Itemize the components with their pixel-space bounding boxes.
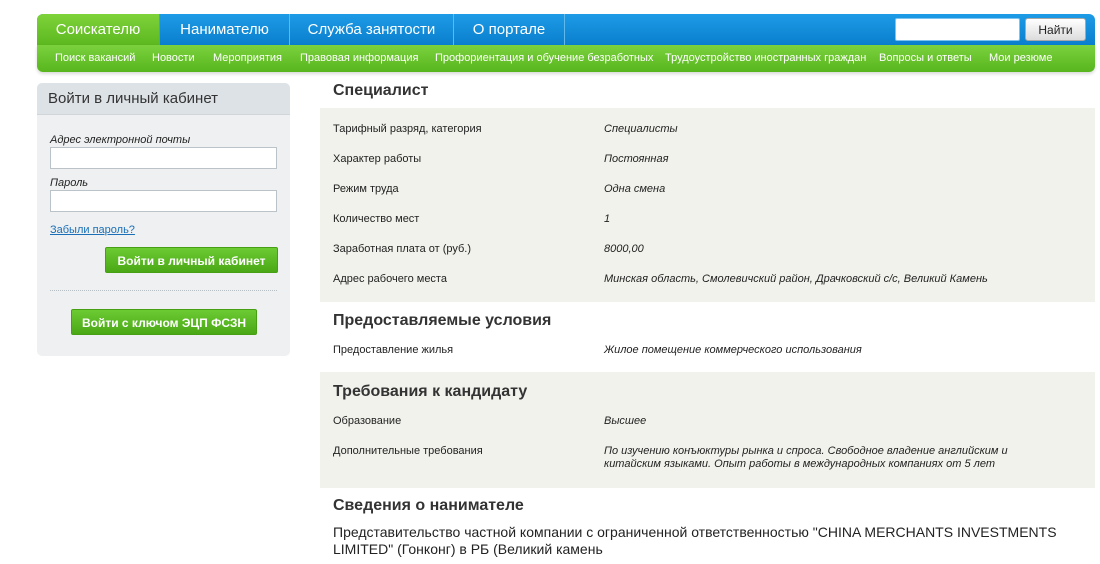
sub-nav bbox=[37, 45, 1095, 72]
subnav-item-career-guidance[interactable]: Профориентация и обучение безработных bbox=[435, 52, 654, 64]
tab-about-portal[interactable]: О портале bbox=[454, 14, 565, 45]
login-button[interactable]: Войти в личный кабинет bbox=[105, 247, 278, 273]
employer-description: Представительство частной компании с ограниченной ответственностью "CHINA MERCHANTS INVESTMENTS LIMITED" (Гонконг) в РБ (Великий камень bbox=[333, 524, 1057, 557]
detail-value: Постоянная bbox=[604, 153, 669, 165]
detail-value: Специалисты bbox=[604, 123, 678, 135]
password-label: Пароль bbox=[50, 177, 89, 189]
tab-employer[interactable]: Нанимателю bbox=[160, 14, 290, 45]
detail-value: Минская область, Смолевичский район, Драчковский с/с, Великий Камень bbox=[604, 273, 988, 285]
login-divider bbox=[50, 290, 277, 291]
detail-value: 8000,00 bbox=[604, 243, 644, 255]
login-panel-title: Войти в личный кабинет bbox=[37, 83, 290, 115]
search-button[interactable]: Найти bbox=[1025, 18, 1086, 41]
requirements-title: Требования к кандидату bbox=[333, 383, 528, 400]
password-field[interactable] bbox=[50, 190, 277, 212]
detail-value: Одна смена bbox=[604, 183, 666, 195]
requirement-value: По изучению конъюктуры рынка и спроса. Свободное владение английским и китайским языками. Опыт работы в международных компаниях от 5 лет bbox=[604, 445, 1008, 470]
main-nav bbox=[37, 14, 1095, 45]
subnav-item-my-resumes[interactable]: Мои резюме bbox=[989, 52, 1053, 64]
employer-title: Сведения о нанимателе bbox=[333, 497, 524, 514]
requirement-label: Образование bbox=[333, 415, 402, 427]
detail-label: Режим труда bbox=[333, 183, 399, 195]
requirement-value: Высшее bbox=[604, 415, 647, 427]
detail-label: Характер работы bbox=[333, 153, 422, 165]
detail-value: 1 bbox=[604, 213, 611, 225]
subnav-item-vacancy-search[interactable]: Поиск вакансий bbox=[55, 52, 136, 64]
tab-job-seeker[interactable]: Соискателю bbox=[37, 14, 160, 45]
forgot-password-link[interactable]: Забыли пароль? bbox=[50, 224, 135, 236]
detail-label: Количество мест bbox=[333, 213, 420, 225]
login-panel bbox=[37, 83, 290, 356]
subnav-item-foreign-employment[interactable]: Трудоустройство иностранных граждан bbox=[665, 52, 867, 64]
subnav-item-events[interactable]: Мероприятия bbox=[213, 52, 282, 64]
detail-label: Тарифный разряд, категория bbox=[333, 123, 482, 135]
condition-value: Жилое помещение коммерческого использования bbox=[604, 344, 862, 356]
search-input[interactable] bbox=[895, 18, 1020, 41]
subnav-item-faq[interactable]: Вопросы и ответы bbox=[879, 52, 972, 64]
email-field[interactable] bbox=[50, 147, 277, 169]
detail-label: Заработная плата от (руб.) bbox=[333, 243, 472, 255]
requirement-label: Дополнительные требования bbox=[333, 445, 483, 457]
email-label: Адрес электронной почты bbox=[50, 134, 191, 146]
ecp-login-button[interactable]: Войти с ключом ЭЦП ФСЗН bbox=[71, 309, 257, 335]
detail-label: Адрес рабочего места bbox=[333, 273, 447, 285]
vacancy-title: Специалист bbox=[333, 82, 429, 99]
subnav-item-legal-info[interactable]: Правовая информация bbox=[300, 52, 419, 64]
tab-employment-service[interactable]: Служба занятости bbox=[290, 14, 454, 45]
subnav-item-news[interactable]: Новости bbox=[152, 52, 195, 64]
condition-label: Предоставление жилья bbox=[333, 344, 454, 356]
conditions-title: Предоставляемые условия bbox=[333, 312, 552, 329]
